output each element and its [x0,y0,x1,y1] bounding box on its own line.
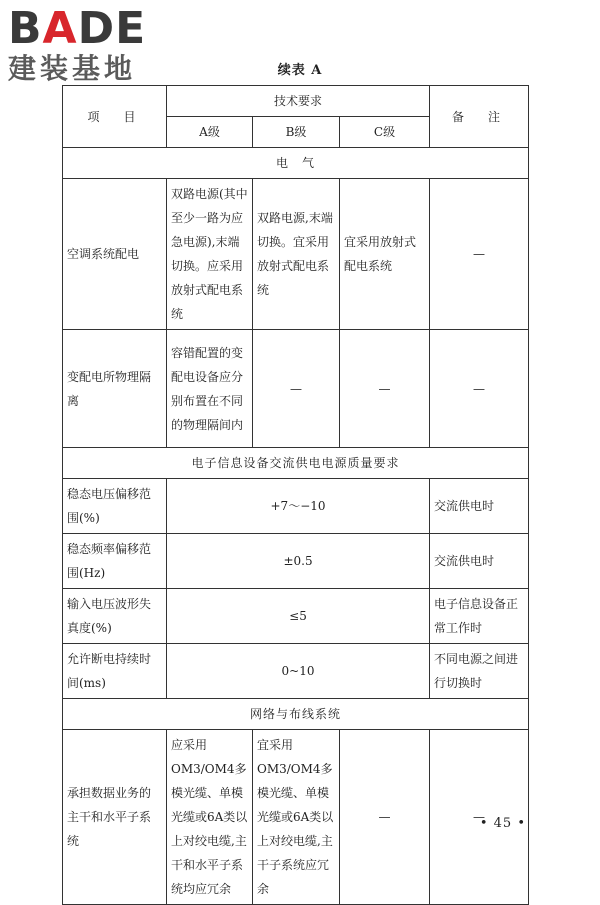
cell-note: 电子信息设备正常工作时 [430,589,529,644]
section-power-quality: 电子信息设备交流供电电源质量要求 [63,448,529,479]
cell-value: ±0.5 [167,534,430,589]
table-caption: 续表 A [277,63,323,78]
cell-note: 不同电源之间进行切换时 [430,644,529,699]
table-row [63,589,529,644]
cell-grade-c: — [340,730,430,905]
cell-note: — [430,330,529,448]
cell-grade-b: 宜采用OM3/OM4多模光缆、单模光缆或6A类以上对绞电缆,主干子系统应冗余 [253,730,340,905]
section-row-network [63,699,529,730]
row-label: 承担数据业务的主干和水平子系统 [63,730,167,905]
cell-grade-a: 双路电源(其中至少一路为应急电源),末端切换。应采用放射式配电系统 [167,179,253,330]
header-tech-requirements: 技术要求 [167,86,430,117]
cell-grade-a: 应采用OM3/OM4多模光缆、单模光缆或6A类以上对绞电缆,主干和水平子系统均应冗余 [167,730,253,905]
section-row-electric [63,148,529,179]
section-network: 网络与布线系统 [63,699,529,730]
section-row-power [63,448,529,479]
table-header-row [63,86,529,117]
row-label: 变配电所物理隔离 [63,330,167,448]
header-grade-a: A级 [167,117,253,148]
cell-note: — [430,179,529,330]
cell-note: 交流供电时 [430,479,529,534]
logo-subtitle: 建装基地 [8,52,137,85]
row-label: 空调系统配电 [63,179,167,330]
cell-grade-c: 宜采用放射式配电系统 [340,179,430,330]
requirements-table [62,85,529,905]
cell-grade-b: 双路电源,末端切换。宜采用放射式配电系统 [253,179,340,330]
cell-value: ≤5 [167,589,430,644]
header-note: 备 注 [430,86,529,148]
table-row [63,479,529,534]
header-grade-c: C级 [340,117,430,148]
section-electric: 电 气 [63,148,529,179]
header-grade-b: B级 [253,117,340,148]
table-row [63,644,529,699]
page-number: • 45 • [479,816,526,831]
cell-value: +7～−10 [167,479,430,534]
cell-value: 0~10 [167,644,430,699]
header-item: 项 目 [63,86,167,148]
table-row [63,534,529,589]
row-label: 允许断电持续时间(ms) [63,644,167,699]
cell-note: — [430,730,529,905]
row-label: 稳态频率偏移范围(Hz) [63,534,167,589]
logo-wordmark: BADE [8,3,147,54]
table-row [63,730,529,905]
row-label: 输入电压波形失真度(%) [63,589,167,644]
row-label: 稳态电压偏移范围(%) [63,479,167,534]
cell-grade-a: 容错配置的变配电设备应分别布置在不同的物理隔间内 [167,330,253,448]
cell-note: 交流供电时 [430,534,529,589]
cell-grade-c: — [340,330,430,448]
table-row [63,330,529,448]
table-row [63,179,529,330]
cell-grade-b: — [253,330,340,448]
